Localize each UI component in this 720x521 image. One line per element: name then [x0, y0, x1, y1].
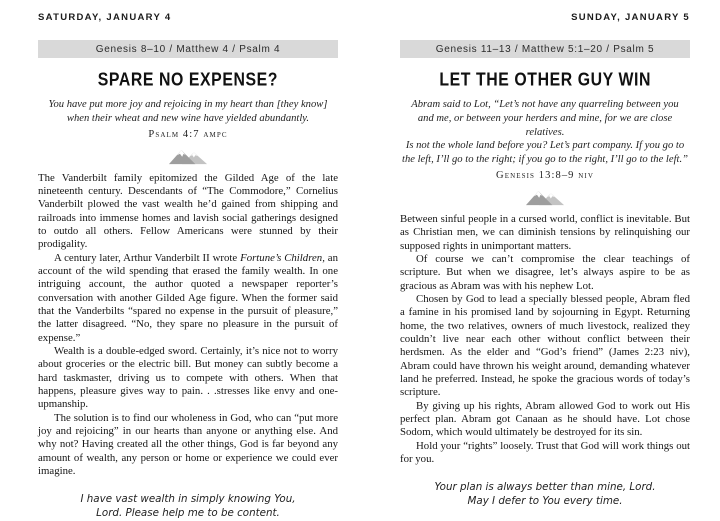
body-paragraph: A century later, Arthur Vanderbilt II wrote Fortune’s Children, an account of the wild spending that erased the family wealth. In one intriguing account, the author quoted a newspaper reporter’s conversation with another Gilded Age figure. When the former said that the Vanderbilts “spared no expense in the pursuit of pleasure,” the latter disagreed. “No, they spare no pleasure in the pursuit of expense.” [38, 251, 339, 344]
reading-plan-bar [400, 40, 690, 58]
text-line: I have vast wealth in simply knowing You, [80, 492, 296, 505]
text-line: Your plan is always better than mine, Lord. [434, 480, 656, 493]
text-line: Abram said to Lot, “Let’s not have any quarreling between you [411, 99, 679, 110]
body-text [38, 172, 338, 479]
text-line: May I defer to You every time. [467, 495, 623, 508]
scripture-citation: Genesis 13:8–9 niv [496, 169, 594, 181]
reading-plan-text: Genesis 8–10 / Matthew 4 / Psalm 4 [95, 43, 281, 55]
page-right [360, 0, 720, 508]
devotion-title: SPARE NO EXPENSE? [97, 69, 279, 91]
body-paragraph: Between sinful people in a cursed world, conflict is inevitable. But as Christian men, we can diminish tensions by relinquishing our supposed rights in unimportant matters. [400, 212, 690, 252]
scripture-epigraph [38, 98, 338, 126]
body-paragraph: Wealth is a double-edged sword. Certainly, it’s nice not to worry about groceries or the electric bill. But money can subtly become a hard taskmaster, driving us to compete with others. When that happens, pleasure gives way to pain. . .stresses like envy and one-upmanship. [38, 345, 338, 411]
text-line: Is not the whole land before you? Let’s part company. If you go to [405, 140, 685, 152]
scripture-epigraph [400, 98, 690, 167]
body-paragraph: Of course we can’t compromise the clear teachings of scripture. But when we disagree, let’s always aspire to be as gracious as Abram was with his nephew Lot. [400, 253, 690, 292]
text-line: Lord. Please help me to be content. [96, 507, 280, 519]
page-left [0, 0, 360, 519]
body-paragraph: The Vanderbilt family epitomized the Gilded Age of the late nineteenth century. Descendants of “The Commodore,” Cornelius Vanderbilt plowed the vast wealth he’d gained from shipping and railroads into immense homes and lavish social gatherings designed to outdo all others. Fellow Americans were stunned by their prodigality. [38, 171, 338, 251]
body-paragraph: The solution is to find our wholeness in God, who can “put more joy and rejoicing” in our hearts than anyone or anything else. And why not? Having created all the other things, God is far beyond any amount of wealth, any person or home or experience we could ever imagine. [38, 411, 338, 478]
body-paragraph: Hold your “rights” loosely. Trust that God will work things out for you. [400, 439, 690, 466]
page-date-header: SUNDAY, JANUARY 5 [571, 12, 690, 23]
body-text [400, 213, 690, 467]
prayer [38, 492, 338, 521]
scripture-citation: Psalm 4:7 ampc [148, 128, 228, 140]
mountain-icon [523, 188, 567, 206]
devotion-title: LET THE OTHER GUY WIN [439, 69, 651, 91]
body-paragraph: Chosen by God to lead a specially blessed people, Abram fled a famine in his promised land by sojourning in Egypt. Returning home, the two relatives, owners of much livestock, realized they couldn’t live near each other without conflict between their herdsmen. As the elder and “God’s friend” (James 2:23 niv), Abram could have thrown his weight around, demanding whatever land he preferred. Instead, he spoke the gracious words of today’s scripture. [400, 293, 690, 399]
reading-plan-text: Genesis 11–13 / Matthew 5:1–20 / Psalm 5 [435, 43, 655, 55]
text-line: You have put more joy and rejoicing in my heart than [they know] [48, 99, 328, 110]
text-line: and me, or between your herders and mine, for we are close relatives. [417, 112, 673, 138]
text-line: when their wheat and new wine have yielded abundantly. [66, 112, 310, 124]
mountain-icon [166, 147, 210, 165]
page-date-header: SATURDAY, JANUARY 4 [38, 12, 172, 23]
body-paragraph: By giving up his rights, Abram allowed God to work out His perfect plan. Abram got Canaan as he should have. Lot chose Sodom, which would ultimately be destroyed for its sin. [400, 399, 690, 439]
reading-plan-bar [38, 40, 338, 58]
text-line: the left, I’ll go to the right; if you go to the right, I’ll go to the left.” [402, 154, 688, 166]
prayer [400, 480, 690, 509]
